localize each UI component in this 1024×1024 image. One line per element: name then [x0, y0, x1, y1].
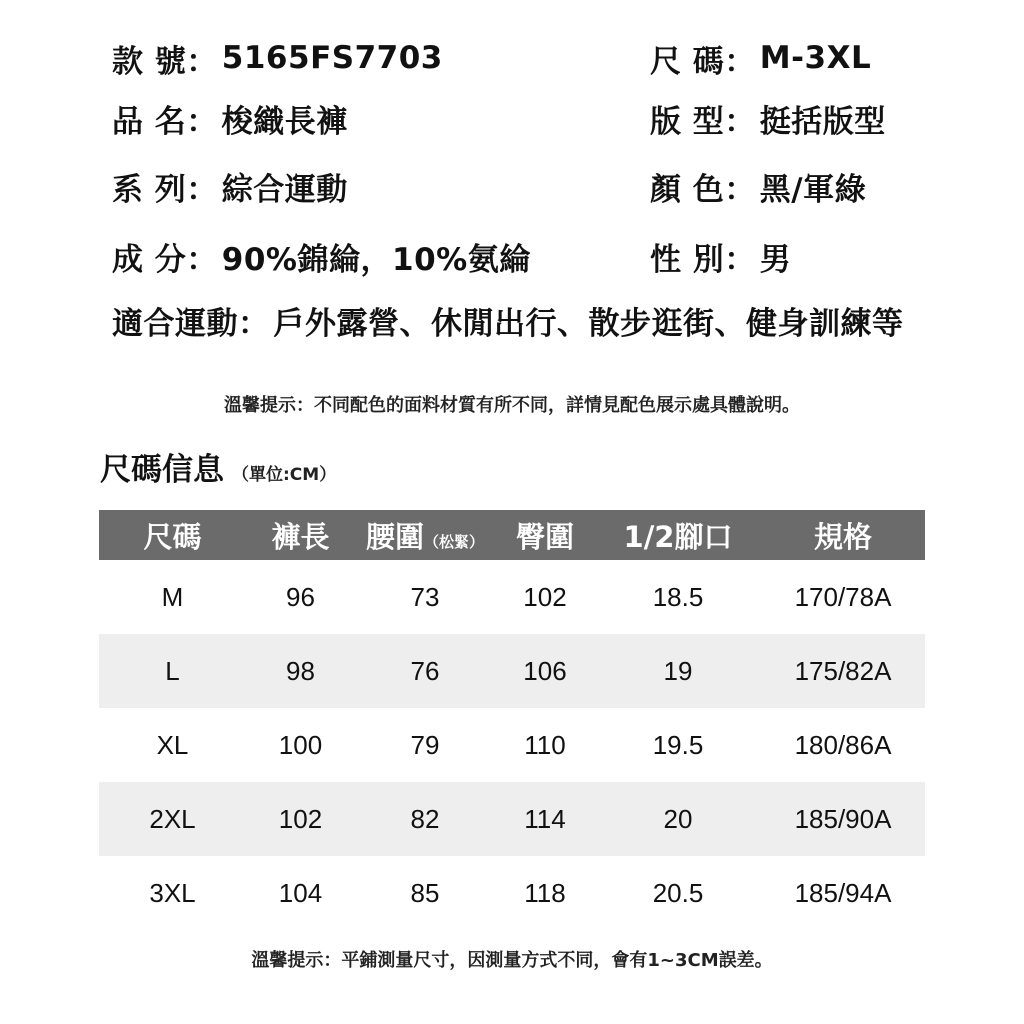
cell-spec: 185/90A [761, 782, 925, 856]
cell-half-hem: 20 [595, 782, 761, 856]
info-label: 款 號： [112, 43, 218, 80]
info-style-number [112, 36, 650, 81]
size-section-title [100, 444, 336, 488]
cell-hip: 110 [524, 729, 566, 760]
info-label: 適合運動： [112, 305, 270, 342]
header-hip: 臀圍 [495, 510, 595, 560]
cell-spec: 175/82A [761, 634, 925, 708]
cell-half-hem: 20.5 [652, 877, 704, 908]
cell-pants-length: 104 [278, 877, 323, 908]
header-spec: 規格 [761, 510, 925, 560]
info-row-product-name [112, 94, 924, 142]
info-product-name [112, 96, 650, 141]
info-size-range [650, 36, 871, 81]
table-row [99, 856, 925, 930]
size-section-heading: 尺碼信息 [100, 452, 224, 488]
info-fit [650, 96, 886, 141]
cell-pants-length: 102 [246, 782, 355, 856]
table-header-row [99, 510, 925, 560]
cell-hip: 118 [524, 877, 566, 908]
info-gender [650, 234, 791, 279]
cell-waist: 79 [410, 729, 440, 760]
header-half-hem: 1/2腳口 [595, 510, 761, 560]
info-row-composition [112, 232, 924, 280]
info-value: M-3XL [759, 40, 872, 76]
cell-waist: 82 [355, 782, 495, 856]
cell-spec: 170/78A [794, 581, 892, 612]
table-row [99, 782, 925, 856]
cell-hip: 102 [523, 581, 567, 612]
table-row [99, 634, 925, 708]
cell-half-hem: 18.5 [652, 581, 704, 612]
header-waist-note: （松緊） [424, 532, 485, 551]
cell-spec: 185/94A [794, 877, 892, 908]
cell-waist: 85 [410, 877, 440, 908]
cell-hip: 106 [495, 634, 595, 708]
info-label: 成 分： [112, 241, 218, 278]
cell-waist: 76 [355, 634, 495, 708]
cell-pants-length: 96 [286, 581, 315, 612]
cell-size: M [161, 581, 184, 612]
info-sports [112, 298, 904, 343]
cell-size: L [99, 634, 246, 708]
info-label: 尺 碼： [650, 43, 756, 80]
info-row-series [112, 162, 924, 210]
info-label: 性 別： [650, 241, 756, 278]
header-pants-length: 褲長 [246, 510, 355, 560]
hint-top: 溫馨提示：不同配色的面料材質有所不同，詳情見配色展示處具體說明。 [224, 395, 800, 416]
header-size: 尺碼 [99, 510, 246, 560]
cell-size: XL [156, 729, 189, 760]
info-value: 黑/軍綠 [759, 171, 867, 208]
info-composition [112, 234, 650, 279]
cell-size: 3XL [149, 877, 196, 908]
info-label: 品 名： [112, 103, 218, 140]
cell-pants-length: 98 [246, 634, 355, 708]
cell-size: 2XL [99, 782, 246, 856]
info-value: 90%錦綸，10%氨綸 [221, 241, 531, 278]
table-row [99, 560, 925, 634]
size-table [99, 510, 925, 930]
cell-spec: 180/86A [794, 729, 892, 760]
info-value: 男 [759, 241, 792, 278]
cell-hip: 114 [495, 782, 595, 856]
cell-half-hem: 19.5 [652, 729, 704, 760]
info-row-sports [112, 296, 924, 344]
info-value: 5165FS7703 [221, 40, 443, 76]
info-label: 版 型： [650, 103, 756, 140]
info-value: 戶外露營、休閒出行、散步逛街、健身訓練等 [273, 305, 904, 342]
info-series [112, 164, 650, 209]
cell-half-hem: 19 [595, 634, 761, 708]
info-color [650, 164, 866, 209]
cell-pants-length: 100 [278, 729, 323, 760]
cell-waist: 73 [410, 581, 440, 612]
table-row [99, 708, 925, 782]
info-label: 顏 色： [650, 171, 756, 208]
size-section-unit: （單位:CM） [232, 465, 337, 485]
hint-bottom: 溫馨提示：平鋪測量尺寸，因測量方式不同，會有1~3CM誤差。 [251, 950, 773, 971]
info-label: 系 列： [112, 171, 218, 208]
info-value: 綜合運動 [221, 171, 348, 208]
info-value: 挺括版型 [759, 103, 886, 140]
header-waist: 腰圍（松緊） [355, 510, 495, 560]
info-row-style-number [112, 34, 924, 82]
info-value: 梭織長褲 [221, 103, 348, 140]
